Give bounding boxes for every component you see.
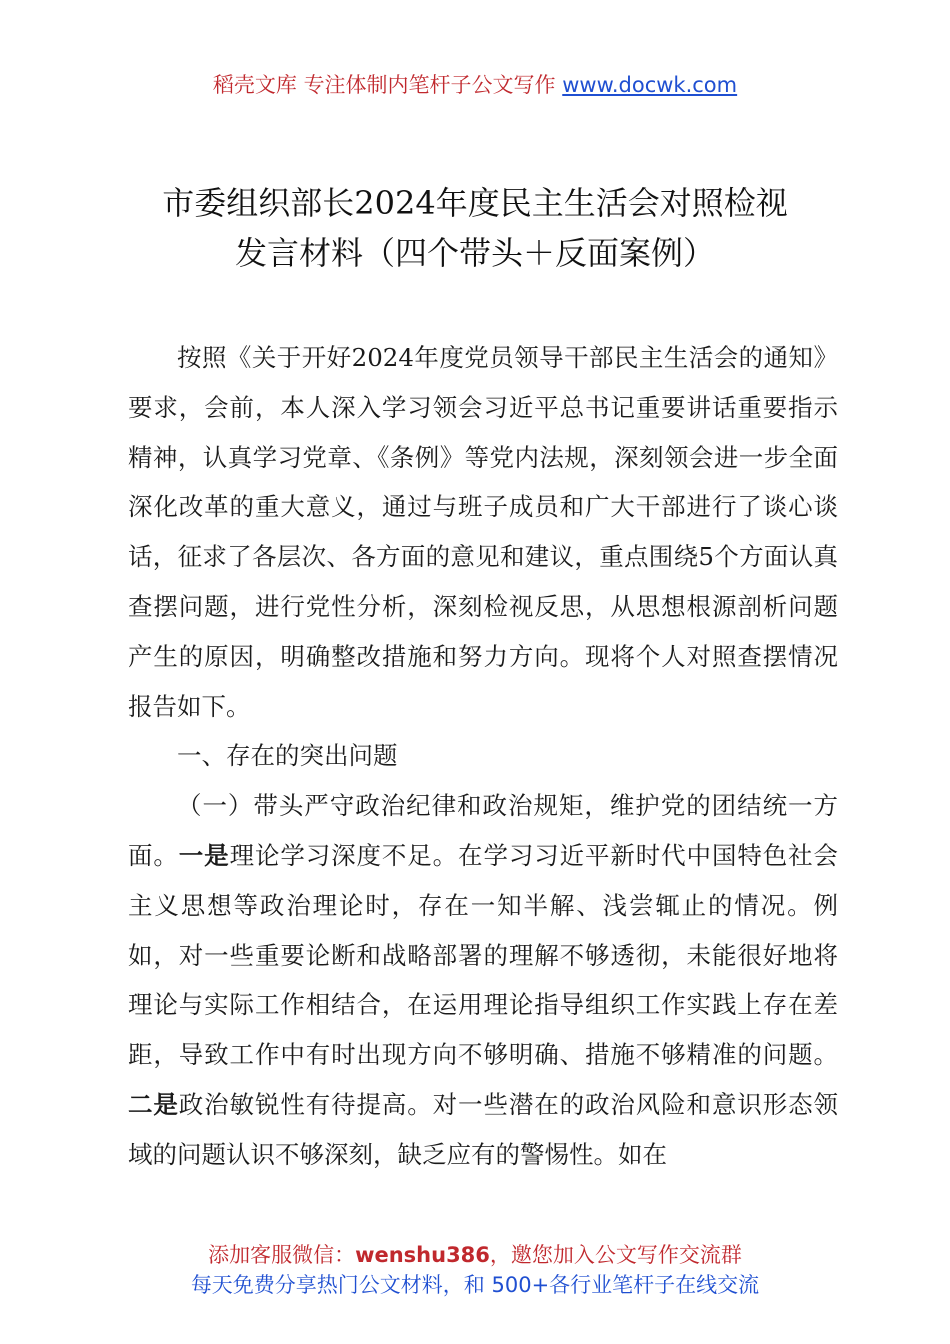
site-header — [0, 70, 950, 100]
site-slogan: 专注体制内笔杆子公文写作 — [303, 73, 556, 97]
site-name: 稻壳文库 — [212, 73, 297, 97]
footer-line-1: 添加客服微信：wenshu386，邀您加入公文写作交流群 — [208, 1243, 742, 1267]
subsection-paragraph — [128, 781, 838, 1179]
document-title — [60, 178, 890, 278]
site-url-link[interactable]: www.docwk.com — [562, 73, 738, 97]
title-line-2: 发言材料（四个带头＋反面案例） — [234, 234, 715, 272]
point-2-text: 政治敏锐性有待提高。对一些潜在的政治风险和意识形态领域的问题认识不够深刻，缺乏应有的警惕性。如在 — [128, 1089, 839, 1169]
promo-footer — [0, 1240, 950, 1300]
point-1-text: 理论学习深度不足。在学习习近平新时代中国特色社会主义思想等政治理论时，存在一知半解、浅尝辄止的情况。例如，对一些重要论断和战略部署的理解不够透彻，未能很好地将理论与实际工作相结合，在运用理论指导组织工作实践上存在差距，导致工作中有时出现方向不够明确、措施不够精准的问题。 — [128, 840, 839, 1070]
subsection-heading: （一）带头严守政治纪律和政治规矩，维护党的团结统一方面。 — [128, 791, 838, 870]
footer-line-2: 每天免费分享热门公文材料，和 500+各行业笔杆子在线交流 — [190, 1273, 760, 1297]
point-1-label: 一是 — [178, 840, 230, 870]
section-heading: 一、存在的突出问题 — [177, 741, 398, 771]
wechat-id: wenshu386 — [355, 1243, 490, 1267]
title-line-1: 市委组织部长2024年度民主生活会对照检视 — [162, 184, 788, 222]
point-2-label: 二是 — [128, 1089, 179, 1119]
document-body — [128, 333, 838, 1180]
intro-paragraph: 按照《关于开好2024年度党员领导干部民主生活会的通知》要求，会前，本人深入学习领会习近平总书记重要讲话重要指示精神，认真学习党章、《条例》等党内法规，深刻领会进一步全面深化改革的重大意义，通过与班子成员和广大干部进行了谈心谈话，征求了各层次、各方面的意见和建议，重点围绕5个方面认真查摆问题，进行党性分析，深刻检视反思，从思想根源剖析问题产生的原因，明确整改措施和努力方向。现将个人对照查摆情况报告如下。 — [128, 343, 839, 721]
